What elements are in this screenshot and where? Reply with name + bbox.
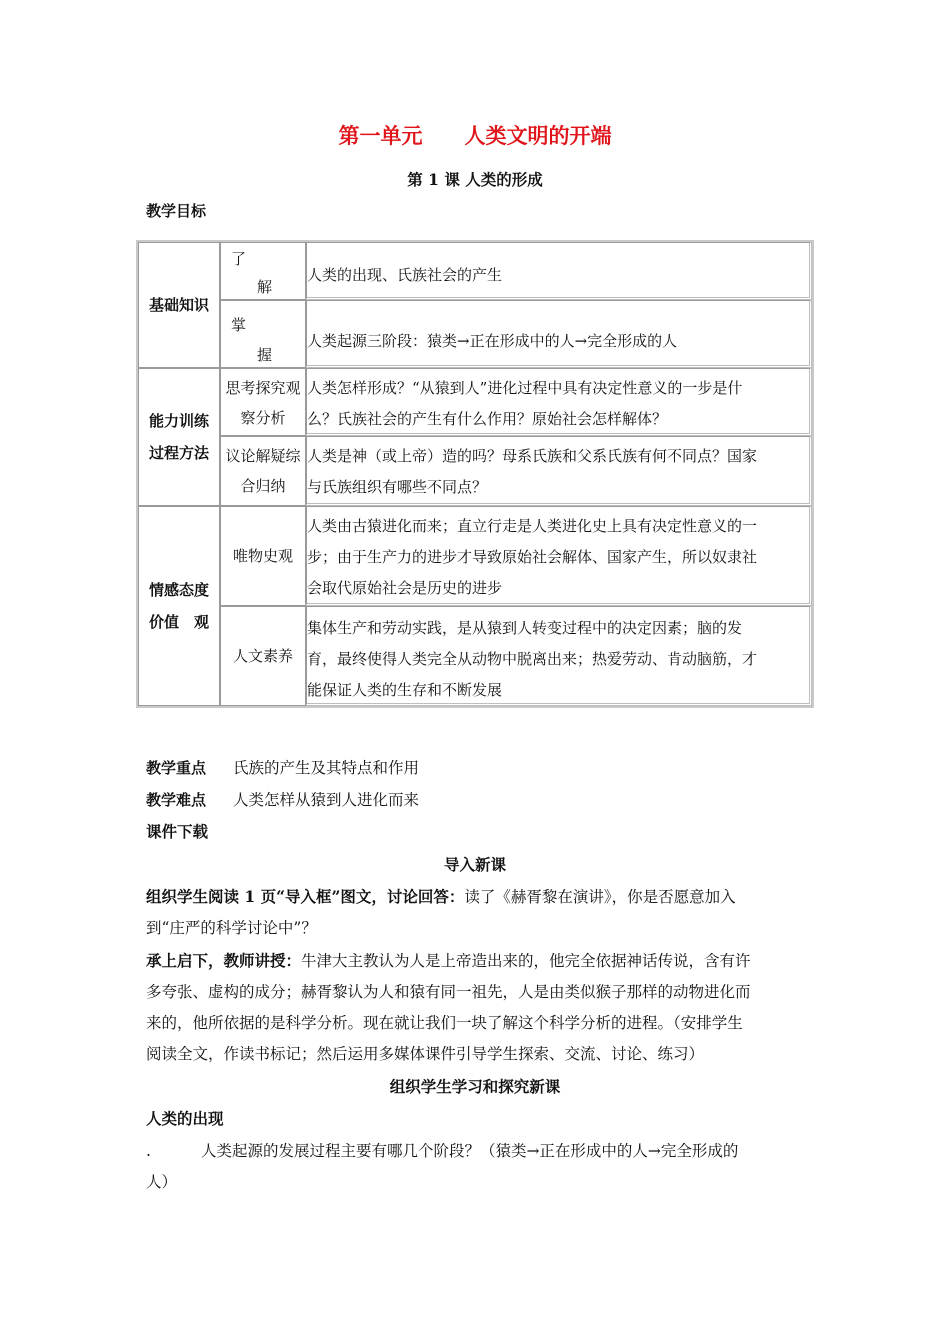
lesson-title: 第 1 课 人类的形成 <box>407 170 543 189</box>
sub-think <box>220 368 306 436</box>
difficulty-label: 教学难点 <box>146 791 207 809</box>
transition-paragraph <box>146 945 826 1070</box>
unit-name: 人类文明的开端 <box>464 124 612 148</box>
category-basic <box>138 242 220 368</box>
intro-line-1: 读了《赫胥黎在演讲》，你是否愿意加入 <box>464 888 736 906</box>
unit-number: 第一单元 <box>338 124 423 148</box>
question-bullet: . <box>146 1142 151 1160</box>
emotion-row-2-line-1: 集体生产和劳动实践，是从猿到人转变过程中的决定因素；脑的发 <box>307 619 743 637</box>
transition-line-4: 阅读全文，作读书标记；然后运用多媒体课件引导学生探索、交流、讨论、练习） <box>146 1045 705 1063</box>
focus-label: 教学重点 <box>146 759 207 777</box>
unit-title <box>0 120 950 150</box>
sub-master <box>220 300 306 368</box>
sub-materialism <box>220 506 306 606</box>
sub-master-1: 掌 <box>231 316 247 334</box>
ability-row-2 <box>306 436 812 506</box>
category-ability-label-2: 过程方法 <box>148 444 209 462</box>
sub-materialism-label: 唯物史观 <box>232 547 293 565</box>
sub-think-1: 思考探究观 <box>225 379 301 397</box>
courseware-download: 课件下载 <box>146 823 209 841</box>
category-ability-label-1: 能力训练 <box>148 412 209 430</box>
focus-text: 氏族的产生及其特点和作用 <box>232 759 419 777</box>
explore-heading: 组织学生学习和探究新课 <box>389 1078 561 1096</box>
category-basic-label: 基础知识 <box>148 296 209 314</box>
basic-row-2-text: 人类起源三阶段：猿类→正在形成中的人→完全形成的人 <box>307 332 678 350</box>
intro-line-2: 到“庄严的科学讨论中”？ <box>146 919 317 937</box>
ability-row-1-line-2: 么？氏族社会的产生有什么作用？原始社会怎样解体？ <box>307 410 668 428</box>
sub-humanities-label: 人文素养 <box>232 647 293 665</box>
teaching-focus <box>146 753 419 784</box>
question-line-2: 人） <box>146 1173 178 1191</box>
sub-think-2: 察分析 <box>240 409 286 427</box>
intro-heading: 导入新课 <box>443 856 506 874</box>
ability-row-2-line-1: 人类是神（或上帝）造的吗？母系氏族和父系氏族有何不同点？国家 <box>307 447 758 465</box>
sub-master-2: 握 <box>257 346 273 364</box>
category-emotion-label-1: 情感态度 <box>148 581 209 599</box>
sub-understand-2: 解 <box>257 278 273 296</box>
ability-row-2-line-2: 与氏族组织有哪些不同点？ <box>307 478 488 496</box>
emotion-row-1-line-2: 步；由于生产力的进步才导致原始社会解体、国家产生，所以奴隶社 <box>307 548 758 566</box>
emotion-row-1-line-3: 会取代原始社会是历史的进步 <box>307 579 503 597</box>
emotion-row-2 <box>306 606 812 706</box>
intro-paragraph <box>146 881 816 944</box>
sub-understand <box>220 242 306 300</box>
ability-row-1 <box>306 368 812 436</box>
teaching-difficulty <box>146 785 419 816</box>
emotion-row-1 <box>306 506 812 606</box>
sub-humanities <box>220 606 306 706</box>
transition-line-1: 牛津大主教认为人是上帝造出来的，他完全依据神话传说，含有许 <box>301 952 751 970</box>
category-ability <box>138 368 220 506</box>
sub-discuss-2: 合归纳 <box>240 477 286 495</box>
basic-row-2 <box>306 300 812 368</box>
emotion-row-2-line-2: 育，最终使得人类完全从动物中脱离出来；热爱劳动、肯动脑筋，才 <box>307 650 758 668</box>
emotion-row-1-line-1: 人类由古猿进化而来；直立行走是人类进化史上具有决定性意义的一 <box>307 517 758 535</box>
transition-label: 承上启下，教师讲授： <box>146 951 302 970</box>
transition-line-3: 来的，他所依据的是科学分析。现在就让我们一块了解这个科学分析的进程。（安排学生 <box>146 1014 743 1032</box>
section-heading: 人类的出现 <box>146 1110 224 1128</box>
sub-discuss-1: 议论解疑综 <box>225 447 301 465</box>
transition-line-2: 多夸张、虚构的成分；赫胥黎认为人和猿有同一祖先，人是由类似猴子那样的动物进化而 <box>146 983 751 1001</box>
sub-understand-1: 了 <box>231 250 247 268</box>
question-paragraph <box>146 1136 826 1198</box>
sub-discuss <box>220 436 306 506</box>
basic-row-1-text: 人类的出现、氏族社会的产生 <box>307 266 503 284</box>
intro-label: 组织学生阅读 1 页“导入框”图文，讨论回答： <box>146 887 465 906</box>
basic-row-1 <box>306 242 812 300</box>
objectives-table <box>136 240 814 708</box>
emotion-row-2-line-3: 能保证人类的生存和不断发展 <box>307 681 503 699</box>
category-emotion-label-2: 价值 观 <box>148 613 209 631</box>
objectives-label: 教学目标 <box>146 202 207 220</box>
ability-row-1-line-1: 人类怎样形成？“从猿到人”进化过程中具有决定性意义的一步是什 <box>307 379 743 397</box>
category-emotion <box>138 506 220 706</box>
question-line-1: 人类起源的发展过程主要有哪几个阶段？（猿类→正在形成中的人→完全形成的 <box>200 1142 739 1160</box>
difficulty-text: 人类怎样从猿到人进化而来 <box>232 791 419 809</box>
